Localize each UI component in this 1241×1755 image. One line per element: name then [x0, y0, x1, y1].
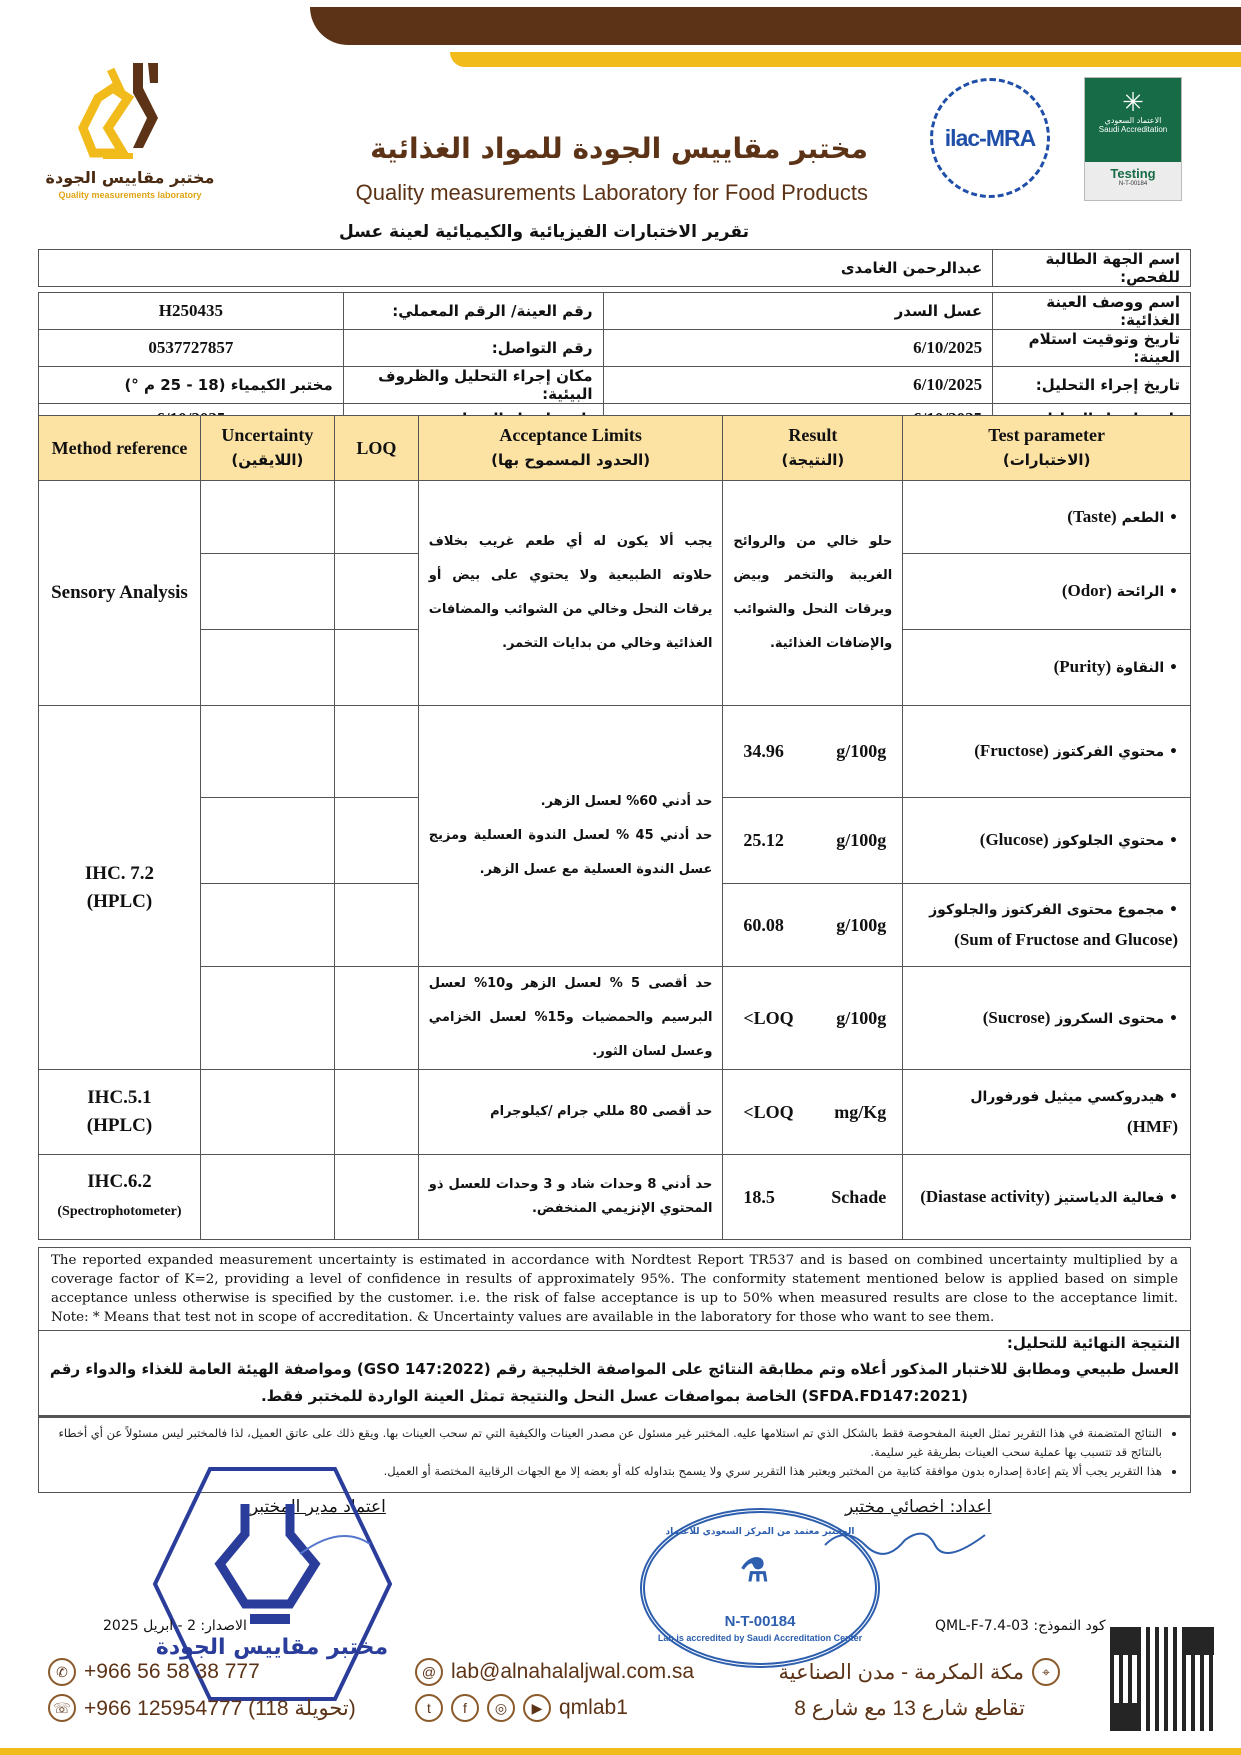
col-uncertainty: Uncertainty (اللايقين) — [200, 416, 334, 481]
uncertainty-cell — [200, 630, 334, 706]
phone-icon: ✆ — [48, 1658, 76, 1686]
contact-value: 0537727857 — [39, 330, 344, 367]
uncertainty-cell — [200, 1070, 334, 1155]
col-limits: Acceptance Limits (الحدود المسموح بها) — [418, 416, 723, 481]
loq-cell — [334, 1070, 418, 1155]
twitter-icon[interactable]: t — [415, 1694, 443, 1722]
results-header-row — [39, 416, 1191, 481]
param-purity: • النقاوة (Purity) — [903, 630, 1191, 706]
table-row — [39, 1155, 1191, 1240]
table-row — [39, 706, 1191, 798]
report-title: تقرير الاختبارات الفيزيائية والكيميائية لعينة عسل — [338, 222, 749, 242]
uncertainty-cell — [200, 798, 334, 884]
disclaimer-item: • النتائج المتضمنة في هذا التقرير تمثل العينة المفحوصة فقط بالشكل الذي تم استلامها عليه. المختبر غير مسئول عن مصدر العينات والكيفية التي تم سحب العينات بها. ويقع ذلك على عاتق العميل، لذا فالمختبر ليس مسئولاً عن أي أخطاء بالنتائج قد تتسبب بها عملية سحب العينات بطريقة غير سليمة. — [53, 1424, 1162, 1462]
param-diastase: • فعالية الدياستيز (Diastase activity) — [903, 1155, 1191, 1240]
sac-star-icon: ✳ — [1122, 87, 1144, 117]
result-sum: g/100g 60.08 — [723, 884, 903, 967]
location-label: مكان إجراء التحليل والظروف البيئية: — [343, 367, 603, 404]
sac-label-ar: الاعتماد السعودي — [1104, 116, 1162, 125]
saudi-accreditation-badge — [1084, 77, 1182, 201]
logo-text-en: Quality measurements laboratory — [58, 190, 202, 200]
loq-cell — [334, 798, 418, 884]
manager-approval-label: اعتماد مدير المختبر — [250, 1497, 386, 1517]
logo-text-ar: مختبر مقاييس الجودة — [45, 168, 215, 187]
ilac-label: ilac-MRA — [944, 124, 1036, 151]
param-taste: • الطعم (Taste) — [903, 481, 1191, 554]
limit-diastase: حد أدني 8 وحدات شاد و 3 وحدات للعسل ذو المحتوي الإنزيمي المنخفض. — [418, 1155, 723, 1240]
sample-desc-value: عسل السدر — [603, 293, 993, 330]
result-sensory: حلو خالي من والروائح الغريبة والتخمر وبيض ويرقات النحل والشوائب والإضافات الغذائية. — [723, 481, 903, 706]
param-fructose: • محتوي الفركتوز (Fructose) — [903, 706, 1191, 798]
facebook-icon[interactable]: f — [451, 1694, 479, 1722]
uncertainty-cell — [200, 554, 334, 630]
footer-phone-land: ☏ +966 125954777 (تحويلة 118) — [48, 1694, 356, 1722]
limit-sensory: يجب ألا يكون له أي طعم غريب بخلاف حلاوته الطبيعية ولا يحتوي على بيض أو يرقات النحل وخالي من الشوائب والمضافات الغذائية وخالي من بدايات التخمر. — [418, 481, 723, 706]
param-sucrose: • محتوى السكروز (Sucrose) — [903, 967, 1191, 1070]
hex-stamp-text: مختبر مقاييس الجودة — [155, 1635, 389, 1660]
lab-name-ar: مختبر مقاييس الجودة للمواد الغذائية — [370, 132, 868, 165]
uncertainty-cell — [200, 884, 334, 967]
loq-cell — [334, 967, 418, 1070]
result-sucrose: g/100g <LOQ — [723, 967, 903, 1070]
col-result: Result (النتيجة) — [723, 416, 903, 481]
param-glucose: • محتوي الجلوكوز (Glucose) — [903, 798, 1191, 884]
loq-cell — [334, 1155, 418, 1240]
final-result-body: العسل طبيعي ومطابق للاختبار المذكور أعلاه وتم مطابقة النتائج على المواصفة الخليجية رقم (GSO 147:2022) ومواصفة الهيئة العامة للغذاء والدواء رقم (SFDA.FD147:2021) الخاصة بمواصفات عسل النحل والنتيجة تمثل العينة الواردة للمختبر فقط. — [49, 1360, 1180, 1405]
limit-sucrose: حد أقصى 5 % لعسل الزهر و10% لعسل البرسيم والحمضيات و15% لعسل الخزامي وعسل لسان الثور. — [418, 967, 723, 1070]
disclaimer-item: • هذا التقرير يجب ألا يتم إعادة إصداره بدون موافقة كتابية من المختبر ويعتبر هذا التقرير سري ولا يسمح بتداوله كله أو بعضه إلا مع الجهات الرقابية المختصة أو العميل. — [53, 1462, 1162, 1481]
signature-icon — [820, 1520, 990, 1560]
footer-yellow-bar — [0, 1748, 1241, 1755]
method-sensory: Sensory Analysis — [39, 481, 201, 706]
result-fructose: g/100g 34.96 — [723, 706, 903, 798]
sample-no-value: H250435 — [39, 293, 344, 330]
footer-email[interactable]: @ lab@alnahalaljwal.com.sa — [415, 1658, 694, 1686]
table-row — [39, 1070, 1191, 1155]
form-code: كود النموذج: QML-F-7.4-03 — [935, 1618, 1106, 1634]
loq-cell — [334, 706, 418, 798]
method-diastase: IHC.6.2 (Spectrophotometer) — [39, 1155, 201, 1240]
form-version: الاصدار: 2 - ابريل 2025 — [103, 1618, 247, 1634]
col-method: Method reference — [39, 416, 201, 481]
footer-address-2: تقاطع شارع 13 مع شارع 8 — [794, 1697, 1025, 1720]
final-result-heading: النتيجة النهائية للتحليل: — [1006, 1334, 1180, 1352]
analysis-start-label: تاريخ إجراء التحليل: — [993, 367, 1191, 404]
uncertainty-cell — [200, 706, 334, 798]
param-hmf: • هيدروكسي ميثيل فورفورال (HMF) — [903, 1070, 1191, 1155]
lab-logo-icon — [78, 58, 178, 168]
loq-cell — [334, 630, 418, 706]
sample-info-table — [38, 249, 1191, 434]
lab-name-en: Quality measurements Laboratory for Food Products — [355, 180, 868, 205]
oval-stamp-ar: المختبر معتمد من المركز السعودي للاعتماد — [665, 1527, 855, 1537]
analysis-start-value: 6/10/2025 — [603, 367, 993, 404]
col-param: Test parameter (الاختبارات) — [903, 416, 1191, 481]
sac-testing: Testing — [1110, 166, 1156, 181]
sac-code: N-T-00184 — [1118, 181, 1148, 187]
oval-stamp-code: N-T-00184 — [724, 1613, 796, 1630]
param-sum: • مجموع محتوى الفركتوز والجلوكوز (Sum of Fructose and Glucose) — [903, 884, 1191, 967]
col-loq: LOQ — [334, 416, 418, 481]
limit-sugars: حد أدني 60% لعسل الزهر. حد أدني 45 % لعسل الندوة العسلية ومزيج عسل الندوة العسلية مع عسل الزهر. — [418, 706, 723, 967]
uncertainty-cell — [200, 967, 334, 1070]
stamp-logo-icon: ⚗ — [740, 1552, 769, 1588]
location-pin-icon: ⌖ — [1032, 1658, 1060, 1686]
received-value: 6/10/2025 — [603, 330, 993, 367]
loq-cell — [334, 884, 418, 967]
limit-hmf: حد أقصى 80 مللي جرام /كيلوجرام — [418, 1070, 723, 1155]
footer-address-1: ⌖ مكة المكرمة - مدن الصناعية — [745, 1658, 1060, 1686]
results-table — [38, 415, 1191, 1240]
requester-value: عبدالرحمن الغامدى — [39, 250, 993, 287]
footer-phone-mobile: ✆ +966 56 58 38 777 — [48, 1658, 260, 1686]
phone-ring-icon: ☏ — [48, 1694, 76, 1722]
received-label: تاريخ وتوقيت استلام العينة: — [993, 330, 1191, 367]
uncertainty-note: The reported expanded measurement uncertainty is estimated in accordance with Nordtest Report TR537 and is based on combined uncertainty multiplied by a coverage factor of K=2, providing a level of confidence in results of approximately 95%. The conformity statement mentioned below is applied based on simple acceptance unless otherwise is specified by the customer. i.e. the risk of false acceptance is up to 50% when measured results are close to the acceptance limit. Note: * Means that test not in scope of accreditation. & Uncertainty values are available in the laboratory for those who want to see them. — [38, 1247, 1191, 1331]
at-icon: @ — [415, 1658, 443, 1686]
result-diastase: Schade 18.5 — [723, 1155, 903, 1240]
loq-cell — [334, 481, 418, 554]
ilac-mra-logo-icon — [930, 78, 1050, 198]
sac-label-en: Saudi Accreditation — [1098, 125, 1168, 134]
uncertainty-cell — [200, 481, 334, 554]
header-yellow-bar — [450, 52, 1241, 67]
method-hmf: IHC.5.1 (HPLC) — [39, 1070, 201, 1155]
instagram-icon[interactable]: ◎ — [487, 1694, 515, 1722]
result-glucose: g/100g 25.12 — [723, 798, 903, 884]
oval-stamp-en: Lab is accredited by Saudi Accreditation Center — [657, 1633, 863, 1643]
header-brown-bar — [310, 7, 1241, 45]
sample-desc-label: اسم ووصف العينة الغذائية: — [993, 293, 1191, 330]
requester-label: اسم الجهة الطالبة للفحص: — [993, 250, 1191, 287]
param-odor: • الرائحة (Odor) — [903, 554, 1191, 630]
loq-cell — [334, 554, 418, 630]
table-row — [39, 481, 1191, 554]
footer-social[interactable]: t f ◎ ▶ qmlab1 — [415, 1694, 628, 1722]
location-value: مختبر الكيمياء (18 - 25 م °) — [39, 367, 344, 404]
youtube-icon[interactable]: ▶ — [523, 1694, 551, 1722]
result-hmf: mg/Kg <LOQ — [723, 1070, 903, 1155]
method-sugars: IHC. 7.2 (HPLC) — [39, 706, 201, 1070]
sample-no-label: رقم العينة/ الرقم المعملي: — [343, 293, 603, 330]
contact-label: رقم التواصل: — [343, 330, 603, 367]
prepared-by-label: اعداد: اخصائي مختبر — [845, 1497, 992, 1517]
uncertainty-cell — [200, 1155, 334, 1240]
table-row — [39, 967, 1191, 1070]
qr-code-icon[interactable] — [1110, 1627, 1214, 1731]
final-result — [38, 1327, 1191, 1416]
